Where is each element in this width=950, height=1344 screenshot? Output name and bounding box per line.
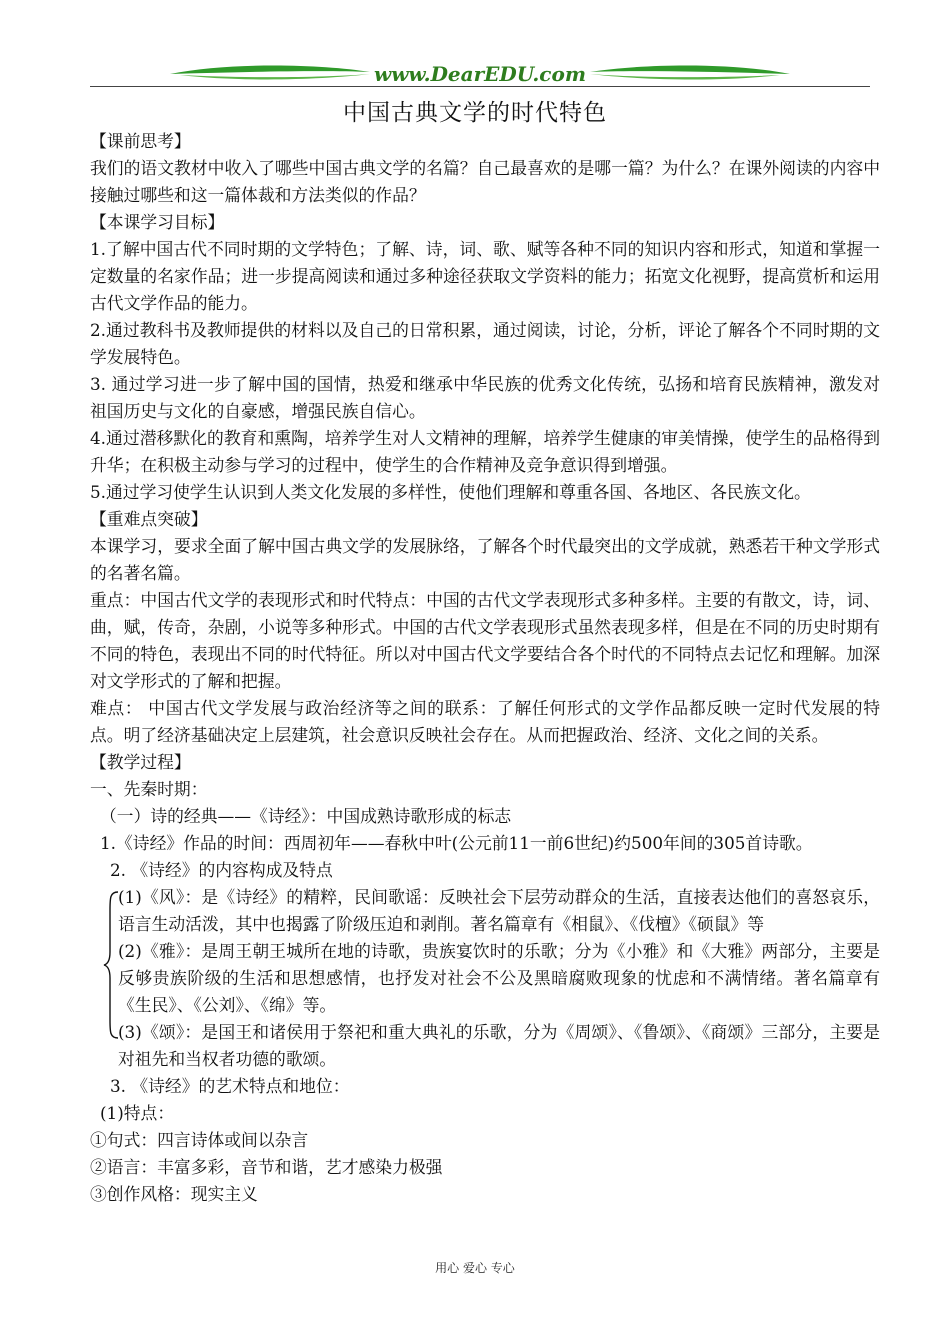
- difficulty-paragraph: 难点： 中国古代文学发展与政治经济等之间的联系：了解任何形式的文学作品都反映一定时代发展的特点。明了经济基础决定上层建筑，社会意识反映社会存在。从而把握政治、经济、文化之间的关系。: [90, 698, 880, 745]
- shijing-time: 1.《诗经》作品的时间：西周初年——春秋中叶(公元前11一前6世纪)约500年间的305首诗歌。: [100, 833, 813, 853]
- shijing-content-heading: 2. 《诗经》的内容构成及特点: [110, 860, 333, 880]
- feature-item: ③创作风格：现实主义: [90, 1184, 258, 1204]
- logo-text: www.DearEDU.com: [373, 62, 587, 86]
- features-label: (1)特点：: [100, 1103, 175, 1123]
- goal-item: 5.通过学习使学生认识到人类文化发展的多样性，使他们理解和尊重各国、各地区、各民族文化。: [90, 482, 811, 502]
- feature-item: ①句式：四言诗体或间以杂言: [90, 1130, 309, 1150]
- curly-brace-icon: [102, 890, 120, 1040]
- goal-item: 3. 通过学习进一步了解中国的国情，热爱和继承中华民族的优秀文化传统，弘扬和培育民族精神，激发对祖国历史与文化的自豪感，增强民族自信心。: [90, 374, 880, 421]
- section-heading-goals: 【本课学习目标】: [90, 212, 225, 232]
- section-heading-key: 【重难点突破】: [90, 509, 208, 529]
- focus-paragraph: 重点：中国古代文学的表现形式和时代特点：中国的古代文学表现形式多种多样。主要的有散文，诗，词、曲，赋，传奇，杂剧，小说等多种形式。中国的古代文学表现形式虽然表现多样，但是在不同的历史时期有不同的特色，表现出不同的时代特征。所以对中国古代文学要结合各个时代的不同特点去记忆和理解。加深对文学形式的了解和把握。: [90, 590, 880, 691]
- shijing-parts-group: [90, 884, 880, 1073]
- document-body: [90, 128, 880, 1208]
- song-paragraph: (3)《颂》：是国王和诸侯用于祭祀和重大典礼的乐歌，分为《周颂》、《鲁颂》、《商颂》三部分，主要是对祖先和当权者功德的歌颂。: [118, 1022, 880, 1069]
- section-heading-process: 【教学过程】: [90, 752, 191, 772]
- pre-paragraph: 我们的语文教材中收入了哪些中国古典文学的名篇？自己最喜欢的是哪一篇？为什么？在课外阅读的内容中接触过哪些和这一篇体裁和方法类似的作品？: [90, 158, 880, 205]
- key-paragraph: 本课学习，要求全面了解中国古典文学的发展脉络，了解各个时代最突出的文学成就，熟悉若干种文学形式的名著名篇。: [90, 536, 880, 583]
- period-heading: 一、先秦时期：: [90, 779, 208, 799]
- feature-item: ②语言：丰富多彩，音节和谐，艺才感染力极强: [90, 1157, 443, 1177]
- header-divider: [90, 86, 870, 87]
- page-title: 中国古典文学的时代特色: [343, 100, 607, 126]
- goal-item: 4.通过潜移默化的教育和熏陶，培养学生对人文精神的理解，培养学生健康的审美情操，使学生的品格得到升华；在积极主动参与学习的过程中，使学生的合作精神及竞争意识得到增强。: [90, 428, 880, 475]
- art-features-heading: 3. 《诗经》的艺术特点和地位：: [110, 1076, 350, 1096]
- subsection-heading: （一）诗的经典——《诗经》：中国成熟诗歌形成的标志: [100, 806, 512, 826]
- goal-item: 1.了解中国古代不同时期的文学特色；了解、诗，词、歌、赋等各种不同的知识内容和形式，知道和掌握一定数量的名家作品；进一步提高阅读和通过多种途径获取文学资料的能力；拓宽文化视野，提高赏析和运用古代文学作品的能力。: [90, 239, 880, 313]
- section-heading-pre: 【课前思考】: [90, 131, 191, 151]
- ya-paragraph: (2)《雅》：是周王朝王城所在地的诗歌，贵族宴饮时的乐歌；分为《小雅》和《大雅》两部分，主要是反够贵族阶级的生活和思想感情，也抒发对社会不公及黑暗腐败现象的忧虑和不满情绪。著名篇章有《生民》、《公刘》、《绵》等。: [118, 941, 880, 1015]
- page-footer: 用心 爱心 专心: [435, 1261, 515, 1275]
- feng-paragraph: (1)《风》：是《诗经》的精粹，民间歌谣：反映社会下层劳动群众的生活，直接表达他们的喜怒哀乐，语言生动活泼，其中也揭露了阶级压迫和剥削。著名篇章有《相鼠》、《伐檀》《硕鼠》等: [118, 887, 880, 934]
- goal-item: 2.通过教科书及教师提供的材料以及自己的日常积累，通过阅读，讨论，分析，评论了解各个不同时期的文学发展特色。: [90, 320, 880, 367]
